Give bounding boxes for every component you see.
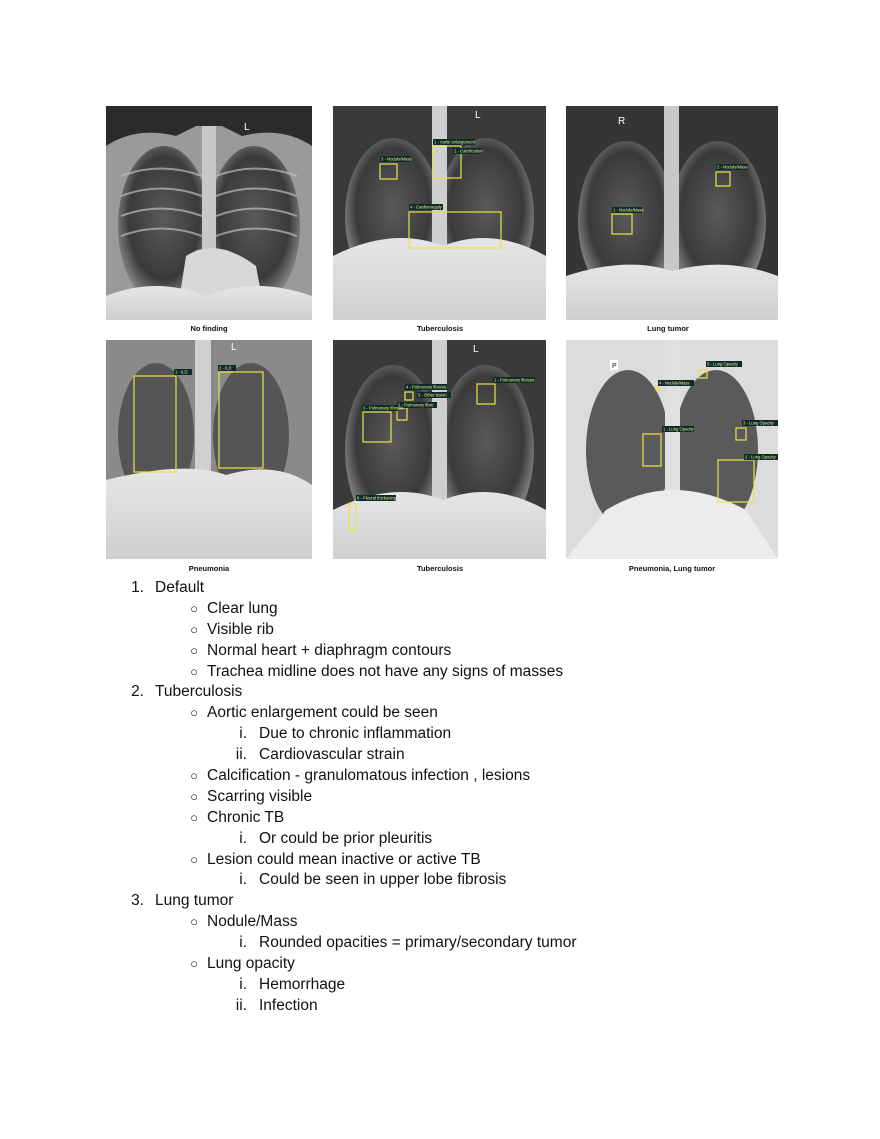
outline-item-level-1 — [0, 703, 880, 724]
outline-marker: ii. — [235, 996, 247, 1014]
outline-marker: ○ — [190, 663, 198, 679]
outline-item-level-0 — [0, 682, 880, 703]
outline-marker: ○ — [190, 956, 198, 972]
outline-text: Trachea midline does not have any signs of masses — [207, 662, 564, 680]
xray-marker: R — [618, 116, 626, 127]
caption-5: Tuberculosis — [416, 564, 464, 573]
outline-marker: i. — [239, 934, 247, 952]
outline-marker: ○ — [190, 642, 198, 658]
outline-text: Scarring visible — [207, 787, 313, 805]
outline-marker: 1. — [131, 579, 144, 596]
xray-panel-lung-tumor — [566, 106, 778, 320]
xray-panel-pneumonia-lung-tumor — [566, 340, 778, 559]
outline-item-level-0 — [0, 891, 880, 912]
outline-marker: ○ — [190, 705, 198, 721]
outline-item-level-2 — [0, 724, 880, 745]
outline-item-level-1 — [0, 620, 880, 641]
label-lo-2: 2 - Lung Opacity — [745, 454, 776, 460]
label-pf-4: 4 - Pulmonary fibrosis — [406, 384, 447, 390]
outline-item-level-1 — [0, 641, 880, 662]
outline-marker: 3. — [131, 892, 144, 910]
outline-item-level-1 — [0, 954, 880, 975]
outline-marker: ○ — [190, 851, 198, 867]
label-calcification: 2 - Calcification — [454, 148, 483, 154]
outline-text: Nodule/Mass — [207, 913, 298, 931]
outline-marker: ○ — [190, 600, 198, 616]
xray-panel-tuberculosis-2 — [333, 340, 546, 559]
outline-text: Due to chronic inflammation — [259, 725, 452, 743]
xray-marker: P — [612, 363, 617, 370]
outline-text: Lesion could mean inactive or active TB — [207, 850, 481, 868]
outline-item-level-2 — [0, 829, 880, 850]
outline-text: Lung tumor — [155, 892, 234, 910]
outline-marker: i. — [239, 829, 247, 847]
label-lo-3: 3 - Lung Opacity — [743, 420, 774, 426]
outline-marker: ○ — [190, 768, 198, 784]
outline-text: Aortic enlargement could be seen — [207, 704, 438, 722]
outline-item-level-1 — [0, 662, 880, 683]
outline-text: Or could be prior pleuritis — [259, 829, 433, 847]
xray-panel-tuberculosis-1 — [333, 106, 546, 320]
outline-item-level-1 — [0, 808, 880, 829]
label-pf-1: 1 - Pulmonary fibrosis — [494, 377, 535, 383]
outline-item-level-1 — [0, 766, 880, 787]
label-pf-2: 2 - Pulmonary fibro — [398, 402, 434, 408]
xray-panel-pneumonia — [106, 340, 312, 559]
outline-item-level-2 — [0, 975, 880, 996]
xray-marker: L — [475, 110, 481, 121]
outline-item-level-0 — [0, 578, 880, 599]
outline-marker: ○ — [190, 914, 198, 930]
xray-marker: L — [473, 344, 479, 355]
label-lo-1: 1 - Lung Opacity — [663, 426, 694, 432]
outline-text: Infection — [259, 996, 318, 1014]
label-ild-2: 2 - ILD — [219, 365, 232, 371]
outline-text: Lung opacity — [207, 955, 295, 973]
xray-marker: L — [231, 342, 237, 353]
outline-marker: 2. — [131, 683, 144, 701]
outline-item-level-1 — [0, 787, 880, 808]
label-nodule-1: 1 - Nodule/Mass — [613, 207, 644, 213]
outline-text: Could be seen in upper lobe fibrosis — [259, 871, 507, 889]
outline-marker: i. — [239, 725, 247, 743]
outline-text: Hemorrhage — [259, 975, 346, 993]
outline-marker: i. — [239, 975, 247, 993]
outline-item-level-1 — [0, 912, 880, 933]
outline-text: Default — [155, 579, 205, 596]
outline-text: Visible rib — [207, 620, 274, 638]
caption-4: Pneumonia — [188, 564, 230, 573]
label-nodule-2: 2 - Nodule/Mass — [717, 164, 748, 170]
caption-6: Pneumonia, Lung tumor — [628, 564, 716, 573]
label-lo-5: 5 - Lung Opacity — [707, 361, 738, 367]
outline-marker: i. — [239, 871, 247, 889]
label-other-lesion: 5 - Other lesion — [418, 392, 447, 398]
caption-3: Lung tumor — [647, 324, 689, 333]
outline-marker: ii. — [235, 746, 247, 764]
outline-text: Chronic TB — [207, 808, 285, 826]
outline-marker: ○ — [190, 788, 198, 804]
outline-item-level-2 — [0, 745, 880, 766]
label-nodule: 4 - Nodule/Mass — [659, 380, 690, 386]
label-pleural: 6 - Pleural thickening — [357, 495, 397, 501]
xray-panel-no-finding — [106, 106, 312, 320]
outline-item-level-1 — [0, 850, 880, 871]
caption-2: Tuberculosis — [416, 324, 464, 333]
outline-text: Clear lung — [207, 599, 278, 617]
outline-item-level-2 — [0, 870, 880, 891]
outline-marker: ○ — [190, 809, 198, 825]
label-cardiomegaly: 4 - Cardiomegaly — [410, 204, 442, 210]
outline-text: Calcification - granulomatous infection , lesions — [207, 767, 531, 785]
xray-marker: L — [244, 122, 250, 133]
outline-text: Tuberculosis — [155, 683, 243, 701]
label-nodule: 3 - Nodule/Mass — [381, 156, 412, 162]
outline-marker: ○ — [190, 621, 198, 637]
notes-outline — [0, 578, 880, 1017]
label-aortic: 1 - Aortic enlargement — [434, 139, 475, 145]
caption-1: No finding — [190, 324, 228, 333]
outline-item-level-1 — [0, 599, 880, 620]
outline-text: Normal heart + diaphragm contours — [207, 641, 452, 659]
outline-item-level-2 — [0, 933, 880, 954]
label-pf-3: 3 - Pulmonary fibrosis — [363, 405, 404, 411]
outline-text: Rounded opacities = primary/secondary tumor — [259, 934, 577, 952]
outline-item-level-2 — [0, 996, 880, 1017]
outline-text: Cardiovascular strain — [259, 746, 405, 764]
label-ild-1: 1 - ILD — [175, 369, 188, 375]
